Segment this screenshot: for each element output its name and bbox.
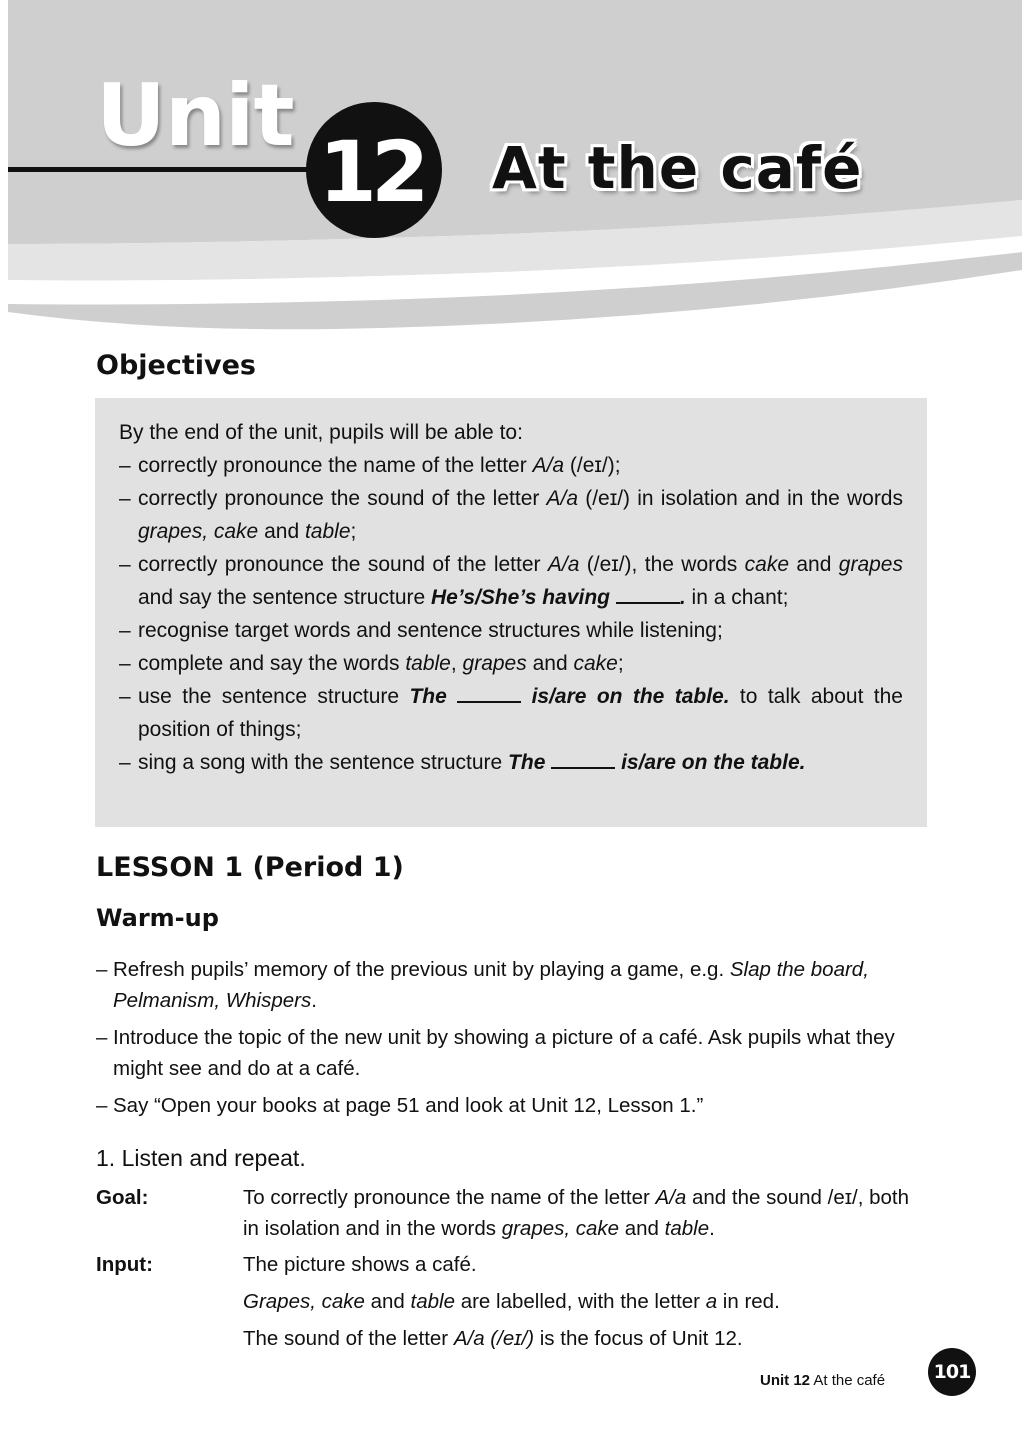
- fill-blank: [551, 747, 615, 769]
- fill-blank: [616, 582, 680, 604]
- lesson-heading: LESSON 1 (Period 1): [96, 852, 404, 883]
- input-line: The picture shows a café.: [243, 1253, 477, 1276]
- warmup-item: – Refresh pupils’ memory of the previous unit by playing a game, e.g. Slap the board, Pelmanism, Whispers.: [96, 958, 869, 1012]
- header-rule: [8, 167, 318, 172]
- warmup-heading: Warm-up: [96, 904, 219, 932]
- objective-item: – correctly pronounce the sound of the letter A/a (/eɪ/) in isolation and in the words grapes, cake and table;: [119, 487, 903, 543]
- objective-item: – complete and say the words table, grapes and cake;: [119, 652, 624, 675]
- input-line: The sound of the letter A/a (/eɪ/) is the focus of Unit 12.: [243, 1327, 743, 1350]
- warmup-item: – Introduce the topic of the new unit by showing a picture of a café. Ask pupils what they might see and do at a café.: [96, 1026, 895, 1080]
- objective-item: – recognise target words and sentence structures while listening;: [119, 619, 723, 642]
- unit-number: 12: [318, 123, 424, 221]
- unit-title: At the café: [492, 134, 863, 202]
- goal-text: To correctly pronounce the name of the letter A/a and the sound /eɪ/, both in isolation and in the words grapes, cake and table.: [243, 1186, 910, 1240]
- unit-word: Unit: [96, 66, 294, 166]
- input-line: Grapes, cake and table are labelled, with the letter a in red.: [243, 1290, 780, 1313]
- footer-unit-label: Unit 12 At the café: [760, 1372, 886, 1389]
- fill-blank: [457, 681, 521, 703]
- goal-label: Goal:: [96, 1186, 149, 1209]
- warmup-item: – Say “Open your books at page 51 and look at Unit 12, Lesson 1.”: [96, 1094, 704, 1117]
- page-number: 101: [928, 1348, 976, 1396]
- objective-item: – correctly pronounce the sound of the letter A/a (/eɪ/), the words cake and grapes and say the sentence structure He’s/She’s having . in a chant;: [119, 553, 903, 609]
- unit-number-badge: [306, 102, 442, 238]
- objective-item: – correctly pronounce the name of the letter A/a (/eɪ/);: [119, 454, 621, 477]
- objectives-heading: Objectives: [96, 350, 256, 381]
- warmup-list: [96, 954, 928, 1127]
- objectives-list: [119, 416, 903, 779]
- objective-item: – use the sentence structure The is/are on the table. to talk about the position of things;: [119, 680, 903, 746]
- objective-item: – sing a song with the sentence structure The is/are on the table.: [119, 746, 903, 779]
- objectives-intro: By the end of the unit, pupils will be able to:: [119, 421, 523, 444]
- input-text: [243, 1249, 928, 1354]
- activity-heading: 1. Listen and repeat.: [96, 1145, 306, 1171]
- input-label: Input:: [96, 1253, 153, 1276]
